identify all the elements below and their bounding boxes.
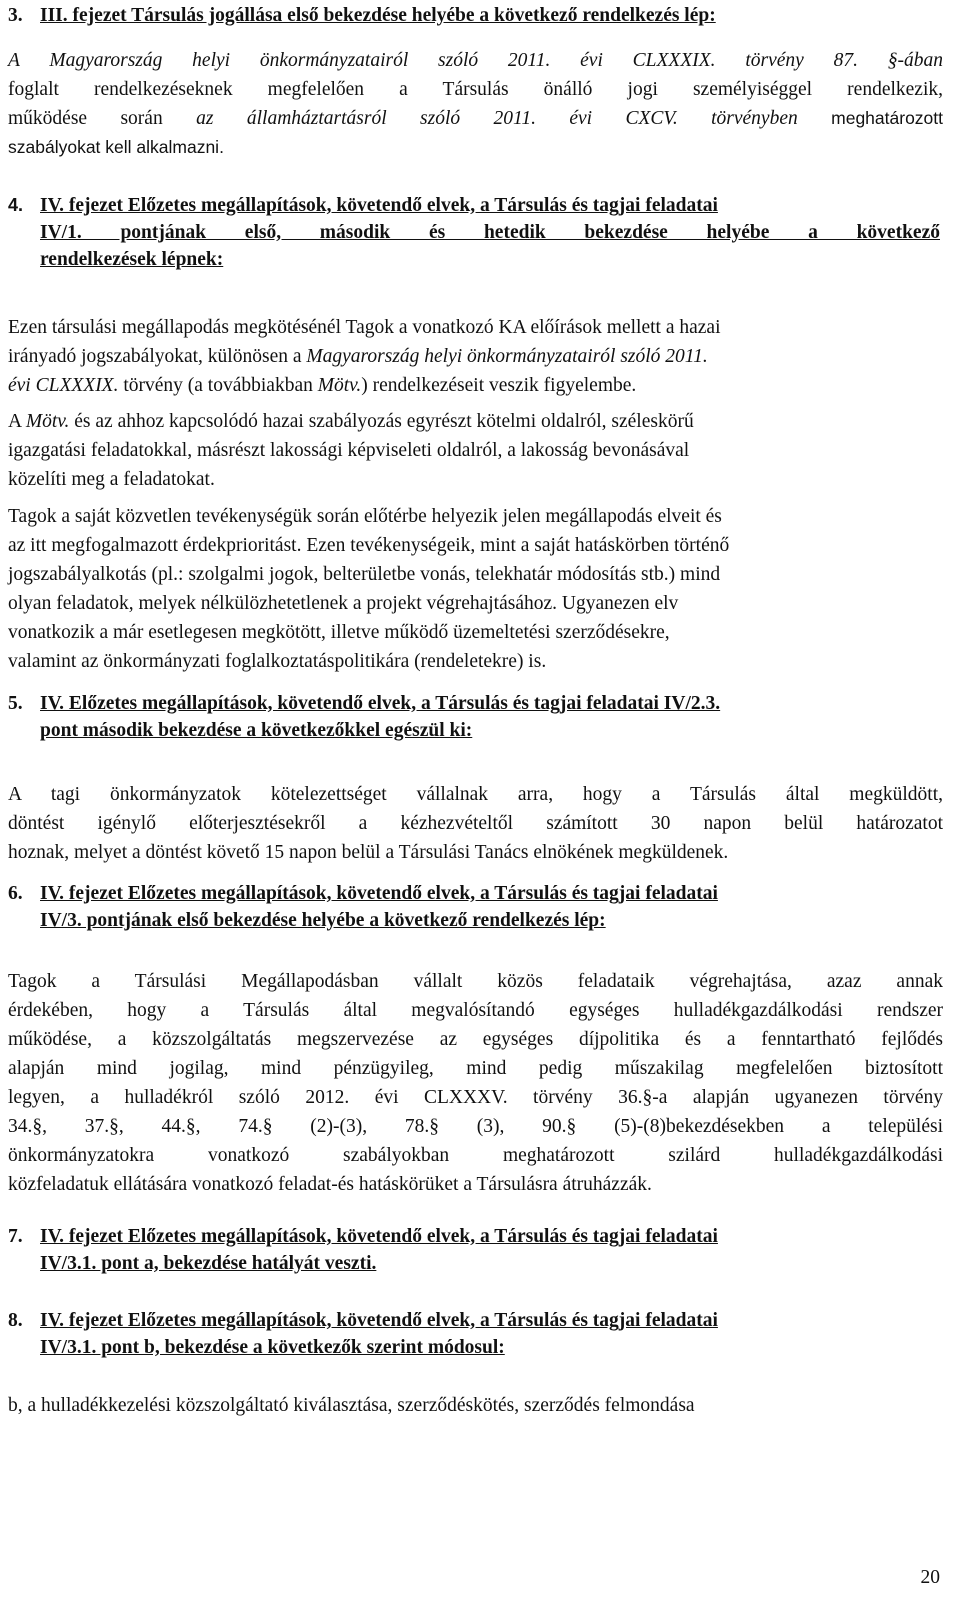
section-3-heading xyxy=(8,2,948,29)
section-number: 4. xyxy=(8,195,24,215)
section-title: IV. fejezet Előzetes megállapítások, követendő elvek, a Társulás és tagjai feladatai xyxy=(40,1226,718,1247)
section-number: 8. xyxy=(8,1310,23,1331)
section-number: 5. xyxy=(8,693,23,714)
section-title: IV. fejezet Előzetes megállapítások, követendő elvek, a Társulás és tagjai feladatai xyxy=(40,883,718,904)
section-title-cont: IV/3.1. pont b, bekezdése a következők szerint módosul: xyxy=(40,1337,505,1358)
section-4-paragraph-1: Ezen társulási megállapodás megkötésénél Tagok a vonatkozó KA előírások mellett a hazai irányadó jogszabályokat, különösen a Magyarország helyi önkormányzatairól szóló 2011. évi CLXXXIX. törvény (a továbbiakban Mötv.) rendelkezéseit veszik figyelembe. xyxy=(8,317,721,396)
section-title: IV. Előzetes megállapítások, követendő elvek, a Társulás és tagjai feladatai IV/2.3. xyxy=(40,693,721,714)
section-4-paragraph-3: Tagok a saját közvetlen tevékenységük során előtérbe helyezik jelen megállapodás elveit és az itt megfogalmazott érdekprioritást. Ezen tevékenységeik, mint a saját hatáskörben történő jogszabályalkotás (pl.: szolgalmi jogok, belterületbe vonás, telekhatár módosítás stb.) mind olyan feladatok, melyek nélkülözhetetlenek a projekt végrehajtásához. Ugyanezen elv vonatkozik a már esetlegesen megkötött, illetve működő üzemeltetési szerződésekre, valamint az önkormányzati foglalkoztatáspolitikára (rendeletekre) is. xyxy=(8,506,730,672)
section-6-body: Tagok a Társulási Megállapodásban vállalt közös feladataik végrehajtása, azaz annak érdekében, hogy a Társulás által megvalósítandó egységes hulladékgazdálkodási rendszer működése, a közszolgáltatás megszervezése az egységes díjpolitika és a fenntartható fejlődés alapján mind jogilag, mind pénzügyileg, mind pedig műszakilag megfelelően biztosított legyen, a hulladékról szóló 2012. évi CLXXXV. törvény 36.§-a alapján ugyanezen törvény 34.§, 37.§, 44.§, 74.§ (2)-(3), 78.§ (3), 90.§ (5)-(8)bekezdésekben a települési önkormányzatokra vonatkozó szabályokban meghatározott szilárd hulladékgazdálkodási közfeladatuk ellátására vonatkozó feladat-és hatáskörüket a Társulásra átruházzák. xyxy=(8,971,943,1195)
section-number: 6. xyxy=(8,883,23,904)
section-3-body xyxy=(8,46,943,162)
section-number: 3. xyxy=(8,5,23,26)
section-8-heading xyxy=(8,1307,948,1361)
section-6-heading xyxy=(8,880,948,934)
section-7-heading xyxy=(8,1223,948,1277)
text-line: szabályokat kell alkalmazni. xyxy=(8,137,224,157)
text-line: működése során az államháztartásról szóló 2011. évi CXCV. törvényben meghatározott xyxy=(8,108,944,129)
section-title: IV. fejezet Előzetes megállapítások, követendő elvek, a Társulás és tagjai feladatai xyxy=(40,195,718,216)
section-title: IV. fejezet Előzetes megállapítások, követendő elvek, a Társulás és tagjai feladatai xyxy=(40,1310,718,1331)
section-5-body: A tagi önkormányzatok kötelezettséget vállalnak arra, hogy a Társulás által megküldött, döntést igénylő előterjesztésekről a kézhezvételtől számított 30 napon belül határozatot hoznak, melyet a döntést követő 15 napon belül a Társulási Tanács elnökének megküldenek. xyxy=(8,784,943,863)
section-4-paragraph-2: A Mötv. és az ahhoz kapcsolódó hazai szabályozás egyrészt kötelmi oldalról, széleskörű igazgatási feladatokkal, másrészt lakossági képviseleti oldalról, a lakosság bevonásával közelíti meg a feladatokat. xyxy=(8,411,694,490)
page-number: 20 xyxy=(920,1567,940,1588)
section-title-cont: rendelkezések lépnek: xyxy=(40,249,224,270)
section-8-body: b, a hulladékkezelési közszolgáltató kiválasztása, szerződéskötés, szerződés felmondása xyxy=(8,1395,695,1416)
section-title-cont: IV/3. pontjának első bekezdése helyébe a következő rendelkezés lép: xyxy=(40,910,606,931)
section-5-heading xyxy=(8,690,948,744)
section-title-cont: pont második bekezdése a következőkkel egészül ki: xyxy=(40,720,473,741)
section-number: 7. xyxy=(8,1226,23,1247)
text-line: A Magyarország helyi önkormányzatairól szóló 2011. évi CLXXXIX. törvény 87. §-ában xyxy=(8,50,943,71)
text-line: foglalt rendelkezéseknek megfelelően a Társulás önálló jogi személyiséggel rendelkezik, xyxy=(8,79,943,100)
section-4-heading xyxy=(8,192,948,273)
section-title-cont: IV/3.1. pont a, bekezdése hatályát veszti. xyxy=(40,1253,377,1274)
section-title: III. fejezet Társulás jogállása első bekezdése helyébe a következő rendelkezés lép: xyxy=(40,5,716,26)
section-title-cont: IV/1. pontjának első, második és hetedik bekezdése helyébe a következő xyxy=(40,222,940,243)
